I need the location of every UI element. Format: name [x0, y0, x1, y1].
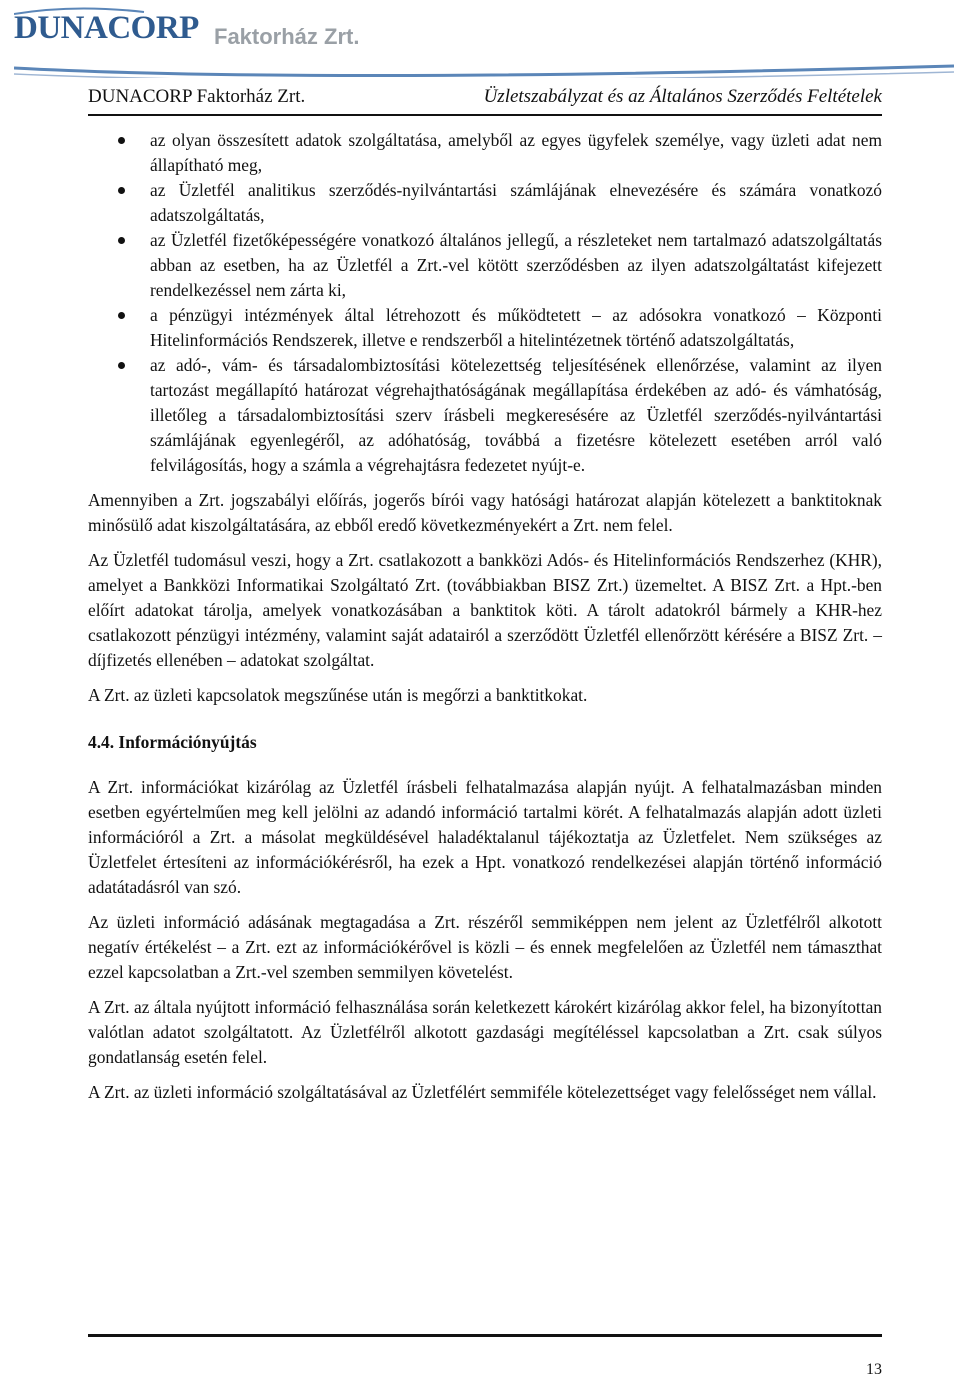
list-item-text: az Üzletfél analitikus szerződés-nyilvántartási számlájának elnevezésére és számára vonatkozó adatszolgáltatás, — [150, 180, 882, 225]
list-item — [88, 353, 882, 478]
list-item — [88, 128, 882, 178]
list-item-text: az olyan összesített adatok szolgáltatása, amelyből az egyes ügyfelek személye, vagy üzleti adat nem állapítható meg, — [150, 130, 882, 175]
list-item — [88, 303, 882, 353]
header-document-title: Üzletszabályzat és az Általános Szerződés Feltételek — [483, 86, 882, 107]
header-company-name: DUNACORP Faktorház Zrt. — [88, 86, 306, 107]
bullet-icon — [118, 237, 125, 244]
list-item-text: az adó-, vám- és társadalombiztosítási kötelezettség teljesítésének ellenőrzése, valamint az ilyen tartozást megállapító határozat végrehajthatóságának megállapítása érdekében az adó- és vámhatóság, illetőleg a társadalombiztosítási szerv írásbeli megkeresésére az Üzletfél szerződés-nyilvántartási számlájának egyenlegéről, az adóhatóság, továbbá a fizetésre kötelezett esetében arról való felvilágosítás, hogy a számla a végrehajtásra fedezetet nyújt-e. — [150, 355, 882, 475]
list-item — [88, 228, 882, 303]
paragraph: Az Üzletfél tudomásul veszi, hogy a Zrt. csatlakozott a bankközi Adós- és Hitelinformációs Rendszerhez (KHR), amelyet a Bankközi Informatikai Szolgáltató Zrt. (továbbiakban BISZ Zrt.) üzemeltet. A BISZ Zrt. a Hpt.-ben előírt adatokat tárolja, amelyek vonatkozásában a banktitok köti. A tárolt adatokról bármely a KHR-hez csatlakozott pénzügyi intézmény, valamint saját adatairól a szerződött Üzletfél ellenőrzött kérésére a BISZ Zrt. – díjfizetés ellenében – adatokat szolgáltat. — [88, 550, 882, 670]
bullet-icon — [118, 137, 125, 144]
bullet-list — [88, 128, 882, 478]
paragraph: A Zrt. az üzleti kapcsolatok megszűnése után is megőrzi a banktitkokat. — [88, 685, 588, 705]
footer-divider — [88, 1334, 882, 1337]
logo-subtitle: Faktorház Zrt. — [214, 24, 360, 49]
document-body — [88, 128, 882, 1105]
paragraph: A Zrt. az üzleti információ szolgáltatásával az Üzletfélért semmiféle kötelezettséget vagy felelősséget nem vállal. — [88, 1082, 877, 1102]
section-heading: 4.4. Információnyújtás — [88, 732, 257, 752]
bullet-icon — [118, 187, 125, 194]
paragraph: A Zrt. információkat kizárólag az Üzletfél írásbeli felhatalmazása alapján nyújt. A felhatalmazásban minden esetben egyértelműen meg kell jelölni az adandó információ tartalmi körét. A felhatalmazás alapján adott üzleti információról a Zrt. a másolat megküldésével haladéktalanul tájékoztatja az Üzletfelet. Nem szükséges az Üzletfelet értesíteni az információkérésről, ha ezek a Hpt. vonatkozó rendelkezései alapján történő információ adatátadásról van szó. — [88, 777, 882, 897]
logo-text: DUNACORP — [14, 10, 199, 46]
bullet-icon — [118, 362, 125, 369]
page-number: 13 — [866, 1361, 882, 1378]
list-item — [88, 178, 882, 228]
list-item-text: a pénzügyi intézmények által létrehozott és működtetett – az adósokra vonatkozó – Központi Hitelinformációs Rendszerek, illetve e rendszerből a hitelintézetnek történő adatszolgáltatás, — [150, 305, 882, 350]
paragraph: A Zrt. az általa nyújtott információ felhasználása során keletkezett károkért kizárólag akkor felel, ha bizonyítottan valótlan adatot szolgáltatott. Az Üzletfélről alkotott gazdasági megítéléssel kapcsolatban a Zrt. csak súlyos gondatlanság esetén felel. — [88, 997, 882, 1067]
page-header — [88, 86, 882, 108]
header-divider — [88, 114, 882, 116]
paragraph: Az üzleti információ adásának megtagadása a Zrt. részéről semmiképpen nem jelent az Üzletfélről alkotott negatív értékelést – a Zrt. ezt az információkérővel is közli – és ennek megfelelően az Üzletfél nem támaszthat ezzel kapcsolatban a Zrt.-vel szemben semmilyen követelést. — [88, 912, 882, 982]
bullet-icon — [118, 312, 125, 319]
paragraph: Amennyiben a Zrt. jogszabályi előírás, jogerős bírói vagy hatósági határozat alapján kötelezett a banktitoknak minősülő adat kiszolgáltatására, az ebből eredő következményekért a Zrt. nem felel. — [88, 490, 882, 535]
list-item-text: az Üzletfél fizetőképességére vonatkozó általános jellegű, a részleteket nem tartalmazó adatszolgáltatás abban az esetben, ha az Üzletfél a Zrt.-vel kötött szerződésben az ilyen adatszolgáltatást kifejezett rendelkezéssel nem zárta ki, — [150, 230, 882, 300]
company-logo — [14, 6, 954, 78]
